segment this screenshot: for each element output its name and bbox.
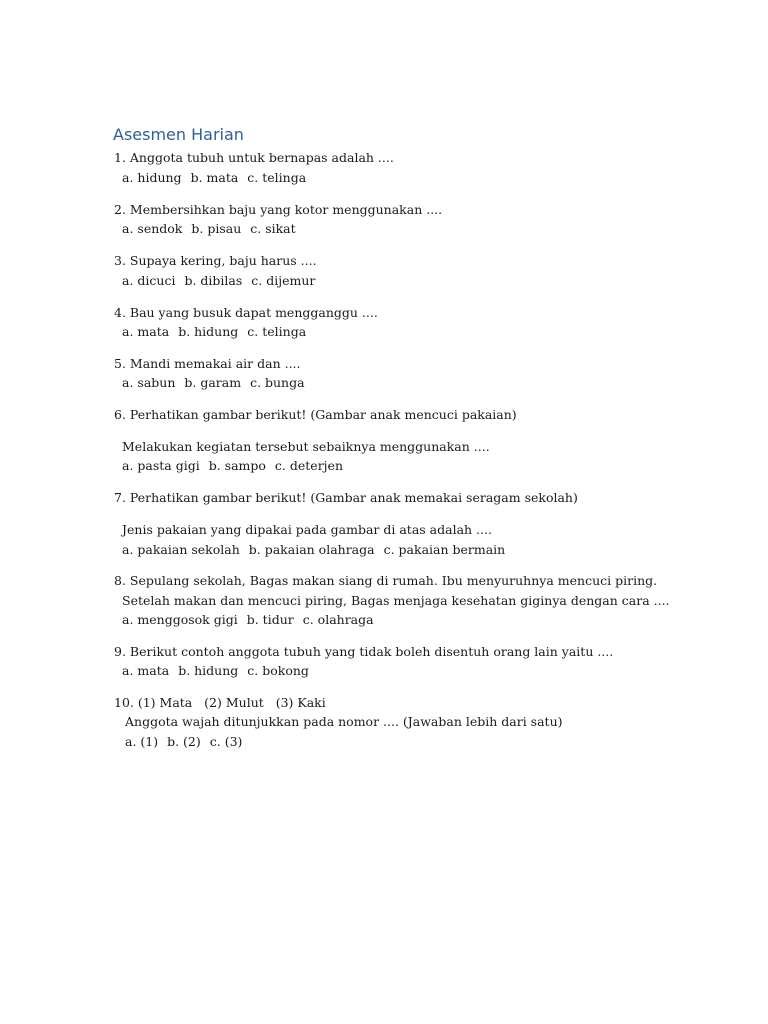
option-b: b. tidur — [246, 612, 294, 627]
question-5-text: 5. Mandi memakai air dan .... — [114, 356, 301, 371]
option-c: c. deterjen — [274, 458, 343, 473]
option-b: b. pisau — [191, 221, 242, 236]
question-1-options — [122, 170, 306, 186]
option-a: a. mata — [122, 324, 170, 339]
question-6-text: 6. Perhatikan gambar berikut! (Gambar anak mencuci pakaian) — [114, 407, 517, 422]
option-c: c. telinga — [247, 324, 307, 339]
option-c: c. (3) — [209, 734, 243, 749]
question-8-text: 8. Sepulang sekolah, Bagas makan siang di rumah. Ibu menyuruhnya mencuci piring. — [114, 573, 658, 588]
question-7-options — [122, 542, 505, 558]
option-c: c. bunga — [250, 375, 305, 390]
option-a: a. sabun — [122, 375, 176, 390]
question-4-options — [122, 324, 306, 340]
option-a: a. mata — [122, 663, 170, 678]
question-6-prompt: Melakukan kegiatan tersebut sebaiknya menggunakan .... — [122, 439, 490, 454]
option-a: a. hidung — [122, 170, 182, 185]
option-a: a. dicuci — [122, 273, 176, 288]
question-7-prompt: Jenis pakaian yang dipakai pada gambar di atas adalah .... — [122, 522, 492, 537]
option-c: c. pakaian bermain — [383, 542, 506, 557]
option-b: b. hidung — [178, 324, 239, 339]
question-10-prompt: Anggota wajah ditunjukkan pada nomor .... (Jawaban lebih dari satu) — [125, 714, 563, 729]
question-9-text: 9. Berikut contoh anggota tubuh yang tidak boleh disentuh orang lain yaitu .... — [114, 644, 614, 659]
option-a: a. pasta gigi — [122, 458, 200, 473]
option-a: a. pakaian sekolah — [122, 542, 240, 557]
option-b: b. pakaian olahraga — [248, 542, 375, 557]
option-c: c. sikat — [250, 221, 296, 236]
page-title: Asesmen Harian — [113, 125, 244, 144]
question-2-text: 2. Membersihkan baju yang kotor menggunakan .... — [114, 202, 443, 217]
question-5-options — [122, 375, 305, 391]
question-8-prompt: Setelah makan dan mencuci piring, Bagas menjaga kesehatan giginya dengan cara .... — [122, 593, 670, 608]
question-3-options — [122, 273, 315, 289]
question-2-options — [122, 221, 296, 237]
option-b: b. (2) — [167, 734, 201, 749]
question-1-text: 1. Anggota tubuh untuk bernapas adalah .... — [114, 150, 394, 165]
question-10-options — [125, 734, 242, 750]
option-a: a. sendok — [122, 221, 183, 236]
option-b: b. dibilas — [184, 273, 243, 288]
option-b: b. sampo — [208, 458, 266, 473]
option-a: a. (1) — [125, 734, 159, 749]
option-b: b. garam — [184, 375, 242, 390]
question-3-text: 3. Supaya kering, baju harus .... — [114, 253, 317, 268]
option-b: b. hidung — [178, 663, 239, 678]
option-c: c. dijemur — [251, 273, 316, 288]
option-c: c. telinga — [247, 170, 307, 185]
question-7-text: 7. Perhatikan gambar berikut! (Gambar anak memakai seragam sekolah) — [114, 490, 578, 505]
question-8-options — [122, 612, 374, 628]
option-b: b. mata — [190, 170, 239, 185]
question-10-text: 10. (1) Mata (2) Mulut (3) Kaki — [114, 695, 326, 710]
question-9-options — [122, 663, 309, 679]
option-a: a. menggosok gigi — [122, 612, 238, 627]
question-4-text: 4. Bau yang busuk dapat mengganggu .... — [114, 305, 378, 320]
option-c: c. olahraga — [302, 612, 374, 627]
option-c: c. bokong — [247, 663, 309, 678]
question-6-options — [122, 458, 343, 474]
